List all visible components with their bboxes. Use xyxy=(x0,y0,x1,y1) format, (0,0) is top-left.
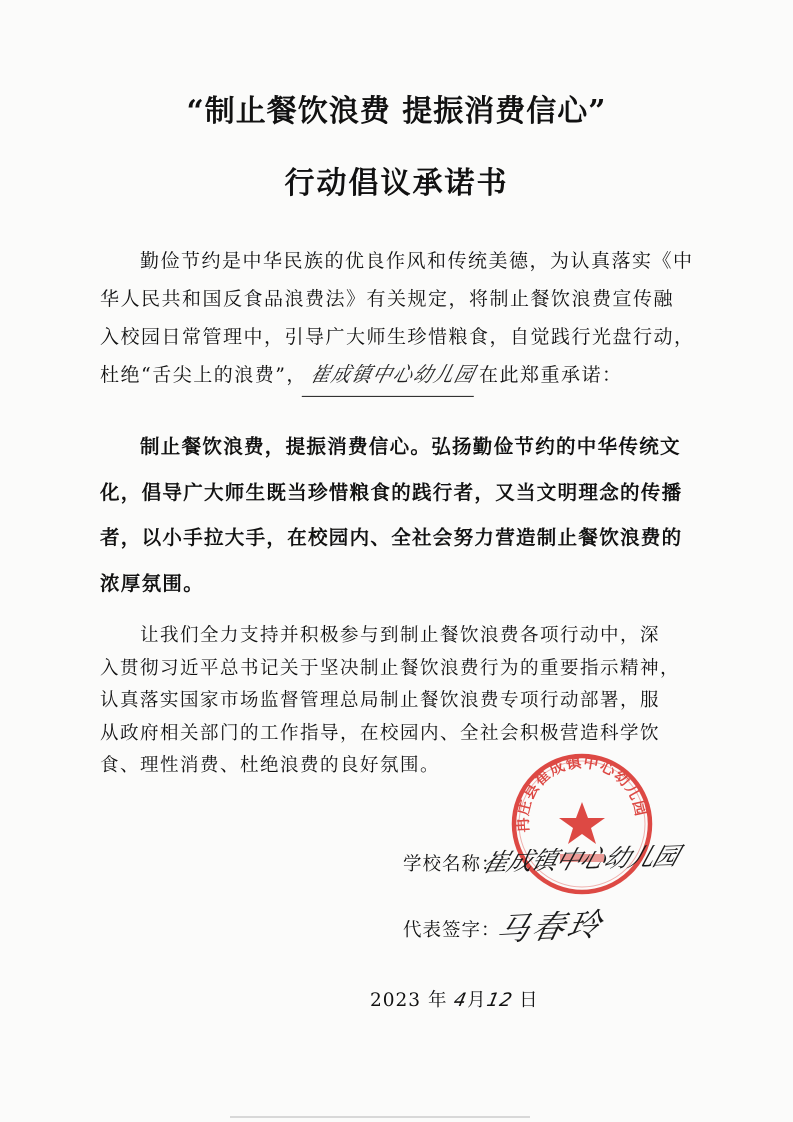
seal-star-icon xyxy=(559,802,605,844)
representative-signature-label: 代表签字： xyxy=(403,920,501,941)
paragraph-line xyxy=(100,356,652,395)
paragraph-line: 者，以小手拉大手，在校园内、全社会努力营造制止餐饮浪费的 xyxy=(100,526,683,549)
paragraph-intro xyxy=(100,242,695,395)
paragraph-commitment xyxy=(100,424,683,606)
paragraph-line: 食、理性消费、杜绝浪费的良好氛围。 xyxy=(100,755,441,776)
paragraph-line: 入校园日常管理中，引导广大师生珍惜粮食，自觉践行光盘行动， xyxy=(100,326,695,348)
paragraph-line: 浓厚氛围。 xyxy=(100,571,205,595)
date-day: 12 xyxy=(484,990,515,1011)
document-title: “制止餐饮浪费 提振消费信心” xyxy=(186,94,607,129)
paragraph-line: 勤俭节约是中华民族的优良作风和传统美德，为认真落实《中 xyxy=(140,250,694,272)
school-name-signature: 崔成镇中心幼儿园 xyxy=(479,841,682,878)
representative-signature: 马春玲 xyxy=(492,905,608,949)
date-year: 2023 xyxy=(370,990,422,1011)
document-date xyxy=(370,986,539,1012)
document-subtitle: 行动倡议承诺书 xyxy=(284,166,509,201)
paragraph-line: 让我们全力支持并积极参与到制止餐饮浪费各项行动中，深 xyxy=(140,625,661,646)
handwritten-school-name: 崔成镇中心幼儿园 xyxy=(302,354,485,397)
date-month-suffix: 月 xyxy=(467,990,487,1011)
paragraph-line: 从政府相关部门的工作指导，在校园内、全社会积极营造科学饮 xyxy=(100,722,661,744)
paragraph-line: 入贯彻习近平总书记关于坚决制止餐饮浪费行为的重要指示精神， xyxy=(100,657,681,679)
seal-text: 冉庄县崔成镇中心幼儿园 xyxy=(513,752,651,833)
date-year-suffix: 年 xyxy=(427,990,448,1011)
paragraph-line: 华人民共和国反食品浪费法》有关规定，将制止餐饮浪费宣传融 xyxy=(100,288,675,310)
date-day-suffix: 日 xyxy=(519,990,539,1011)
paragraph-line: 认真落实国家市场监督管理总局制止餐饮浪费专项行动部署，服 xyxy=(100,690,661,711)
date-month: 4 xyxy=(452,990,470,1011)
paragraph-line-suffix: 在此郑重承诺： xyxy=(478,364,623,386)
page-bottom-edge xyxy=(230,1116,530,1118)
school-name-label: 学校名称： xyxy=(403,854,501,875)
paragraph-line-prefix: 杜绝“舌尖上的浪费”， xyxy=(100,364,307,386)
paragraph-line: 化，倡导广大师生既当珍惜粮食的践行者，又当文明理念的传播 xyxy=(100,480,683,504)
paragraph-line: 制止餐饮浪费，提振消费信心。弘扬勤俭节约的中华传统文 xyxy=(140,435,681,458)
